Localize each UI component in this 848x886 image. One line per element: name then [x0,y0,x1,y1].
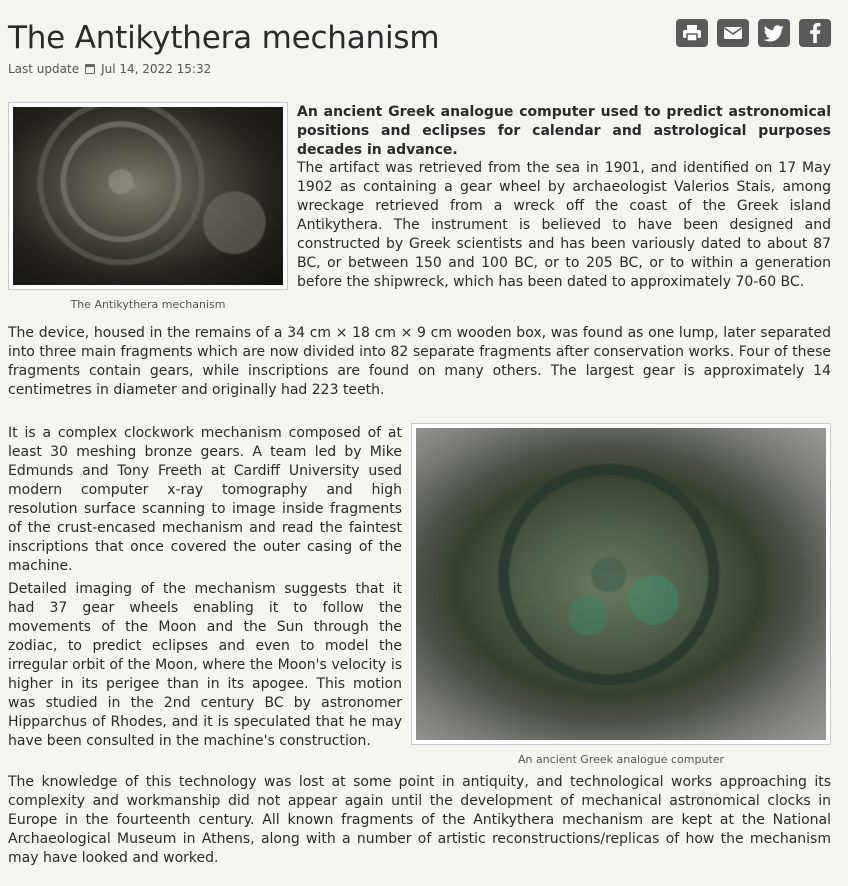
email-button[interactable] [717,19,749,47]
print-icon [682,24,702,42]
figure-caption: An ancient Greek analogue computer [517,753,725,766]
article-paragraph: The device, housed in the remains of a 34 cm × 18 cm × 9 cm wooden box, was found as one lump, later separated into three main fragments which are now divided into 82 separate fragments after conservation works. Four of these fragments contain gears, while inscriptions are found on many others. The largest gear is approximately 14 centimetres in diameter and originally had 223 teeth. [8,325,831,398]
article-paragraph: The artifact was retrieved from the sea in 1901, and identified on 17 May 1902 as containing a gear wheel by archaeologist Valerios Stais, among wreckage retrieved from a wreck off the coast of the Greek island Antikythera. The instrument is believed to have been designed and constructed by Greek scientists and has been variously dated to about 87 BC, or between 150 and 100 BC, or to 205 BC, or to within a generation before the shipwreck, which has been dated to approximately 70-60 BC. [297,160,831,290]
calendar-icon [85,64,95,74]
figure-frame [8,102,288,290]
last-update-label: Last update [8,62,80,76]
share-toolbar [676,19,831,47]
article-paragraph: Detailed imaging of the mechanism suggests that it had 37 gear wheels enabling it to follow the movements of the Moon and the Sun through the zodiac, to predict eclipses and even to model the irregular orbit of the Moon, where the Moon's velocity is higher in its perigee than in its apogee. This motion was studied in the 2nd century BC by astronomer Hipparchus of Rhodes, and it is speculated that he may have been consulted in the machine's construction. [8,581,402,749]
twitter-button[interactable] [758,19,790,47]
print-button[interactable] [676,19,708,47]
figure-mechanism [8,102,288,311]
figure-analogue-computer [411,423,831,766]
email-icon [723,25,743,41]
facebook-button[interactable] [799,19,831,47]
article-meta [8,62,211,76]
article-paragraph: The knowledge of this technology was lost at some point in antiquity, and technological works approaching its complexity and workmanship did not appear again until the development of mechanical astronomical clocks in Europe in the fourteenth century. All known fragments of the Antikythera mechanism are kept at the National Archaeological Museum in Athens, along with a number of artistic reconstructions/replicas of how the mechanism may have looked and worked. [8,774,831,866]
figure-caption: The Antikythera mechanism [70,298,226,311]
facebook-icon [809,23,821,43]
article-paragraph: It is a complex clockwork mechanism composed of at least 30 meshing bronze gears. A team led by Mike Edmunds and Tony Freeth at Cardiff University used modern computer x-ray tomography and high resolution surface scanning to image inside fragments of the crust-encased mechanism and read the faintest inscriptions that once covered the outer casing of the machine. [8,425,402,574]
fragment-photo[interactable] [416,428,826,740]
article-lead: An ancient Greek analogue computer used to predict astronomical positions and eclipses for calendar and astrological purposes decades in advance. [297,104,831,158]
mechanism-photo[interactable] [13,107,283,285]
figure-frame [411,423,831,745]
last-update-date: Jul 14, 2022 15:32 [101,62,212,76]
twitter-icon [764,25,784,42]
page-title: The Antikythera mechanism [8,20,440,56]
